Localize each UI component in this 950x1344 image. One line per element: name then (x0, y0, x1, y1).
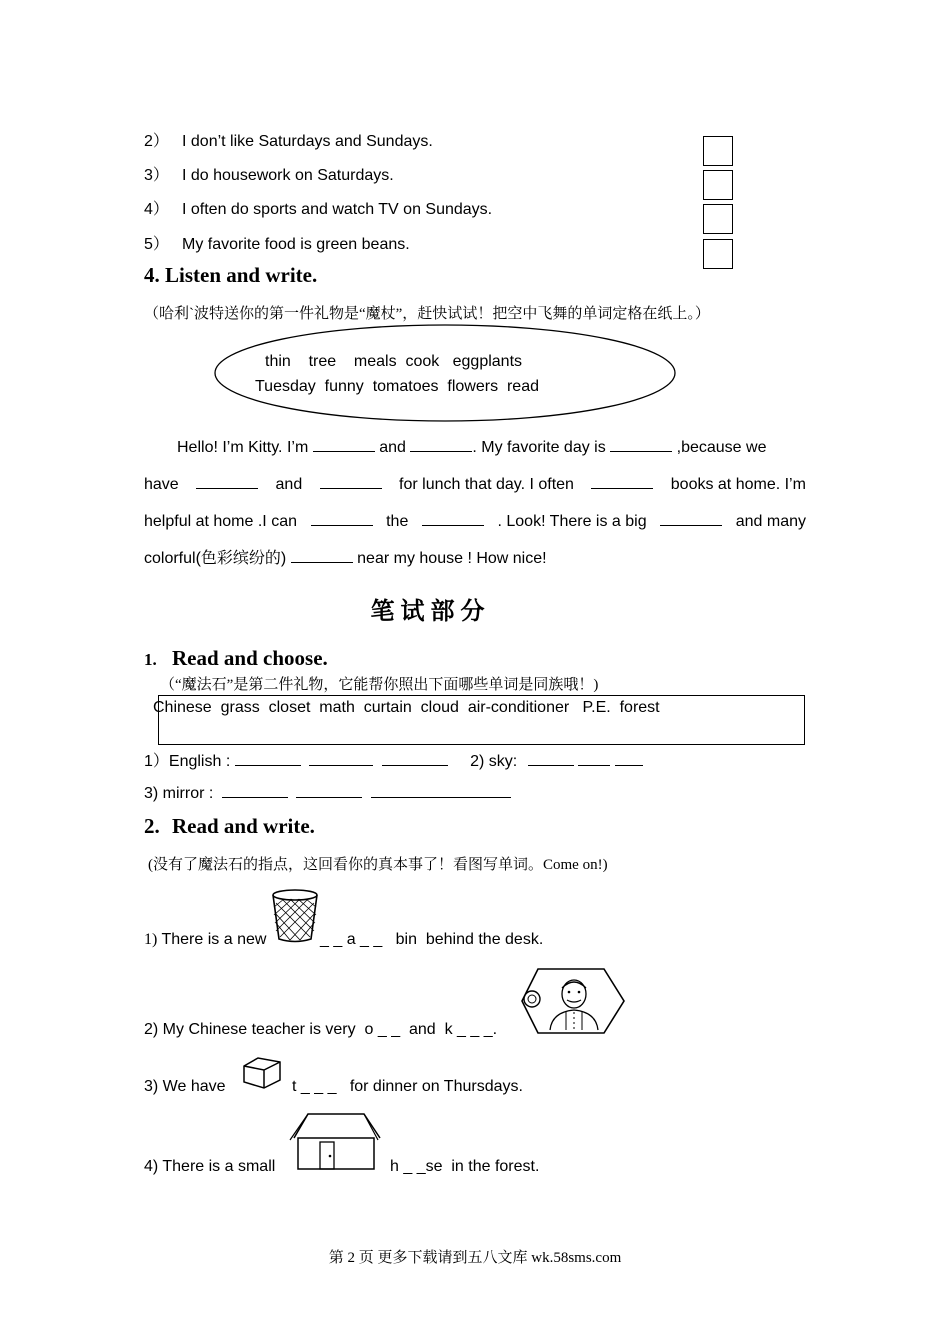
page-footer: 第 2 页 更多下载请到五八文库 wk.58sms.com (328, 1250, 622, 1266)
blank[interactable] (309, 751, 373, 766)
section-note: （哈利`波特送你的第一件礼物是“魔杖”，赶快试试！把空中飞舞的单词定格在纸上。） (144, 306, 710, 322)
blank[interactable] (528, 751, 574, 766)
paragraph-text: colorful(色彩缤纷的) (144, 550, 287, 567)
blank[interactable] (371, 783, 511, 798)
paragraph-text: and (379, 439, 406, 456)
listen-item-4 (144, 196, 492, 219)
paragraph-line (144, 540, 806, 577)
blank[interactable] (615, 751, 643, 766)
paragraph-text: have (144, 476, 179, 493)
blank[interactable] (422, 511, 484, 526)
blank[interactable] (291, 548, 353, 563)
picture-sentence (144, 931, 266, 949)
answer-box[interactable] (703, 204, 733, 234)
section-title-text: Read and choose. (172, 646, 328, 670)
blank[interactable] (660, 511, 722, 526)
picture-sentence: 4) There is a small (144, 1158, 276, 1175)
section-title: 4. Listen and write. (144, 263, 318, 287)
paragraph-text: . My favorite day is (472, 439, 606, 456)
blank[interactable] (320, 474, 382, 489)
blank[interactable] (610, 437, 672, 452)
item-number: 5） (144, 236, 169, 253)
blank[interactable] (410, 437, 472, 452)
paragraph-line (144, 429, 806, 466)
section-title (144, 814, 315, 839)
blank[interactable] (382, 751, 448, 766)
listen-item-2 (144, 128, 433, 151)
blank[interactable] (313, 437, 375, 452)
paragraph-text: near my house ! How nice! (357, 550, 547, 567)
section-title-text: Read and write. (172, 814, 315, 838)
item-text: My favorite food is green beans. (182, 236, 410, 253)
blank[interactable] (578, 751, 610, 766)
paragraph-text: for lunch that day. I often (399, 476, 574, 493)
picture-sentence: 2) My Chinese teacher is very o _ _ and k _ _ _. (144, 1021, 498, 1038)
blank[interactable] (296, 783, 362, 798)
picture-sentence: 3) We have (144, 1078, 226, 1095)
word-cloud-ellipse (212, 322, 678, 424)
question-label: 1）English : (144, 753, 231, 770)
blank[interactable] (235, 751, 301, 766)
blank[interactable] (196, 474, 258, 489)
question-label: 3) mirror : (144, 785, 214, 802)
item-text: I often do sports and watch TV on Sundays. (182, 201, 493, 218)
section-note: （“魔法石”是第二件礼物，它能帮你照出下面哪些单词是同族哦！) (160, 677, 599, 693)
question-row (144, 783, 511, 803)
word-cloud-line: Tuesday funny tomatoes flowers read (255, 378, 539, 395)
answer-box[interactable] (703, 239, 733, 269)
sentence-text: t _ _ _ for dinner on Thursdays. (292, 1078, 523, 1095)
sentence-text: _ _ a _ _ bin behind the desk. (320, 931, 544, 948)
paragraph-text: and many (735, 513, 806, 530)
paragraph-text: and (275, 476, 303, 493)
paragraph-text: books at home. I’m (670, 476, 806, 493)
paragraph-line (144, 503, 806, 540)
section-number: 1. (144, 650, 157, 669)
paragraph-text: . Look! There is a big (497, 513, 647, 530)
blank[interactable] (311, 511, 373, 526)
fill-in-paragraph (144, 429, 806, 577)
house-icon (288, 1110, 384, 1172)
listen-item-5 (144, 231, 410, 254)
question-label: 2) sky: (470, 753, 518, 770)
tofu-cube-icon (240, 1052, 284, 1092)
item-text: I don’t like Saturdays and Sundays. (182, 133, 433, 150)
word-bank: Chinese grass closet math curtain cloud air-conditioner P.E. forest (153, 699, 660, 716)
blank[interactable] (591, 474, 653, 489)
section-number: 2. (144, 814, 160, 838)
blank[interactable] (222, 783, 288, 798)
paragraph-text: the (386, 513, 409, 530)
item-number: 2） (144, 133, 169, 150)
sentence-text: h _ _se in the forest. (390, 1158, 540, 1175)
answer-box[interactable] (703, 170, 733, 200)
item-number: 3） (144, 167, 169, 184)
section-note: (没有了魔法石的指点，这回看你的真本事了！看图写单词。Come on!) (148, 857, 608, 873)
item-text: I do housework on Saturdays. (182, 167, 394, 184)
word-cloud-line: thin tree meals cook eggplants (265, 353, 523, 370)
paragraph-text: helpful at home .I can (144, 513, 297, 530)
item-number: 4） (144, 201, 169, 218)
answer-box[interactable] (703, 136, 733, 166)
wastebasket-icon (270, 889, 320, 945)
paragraph-text: ,because we (676, 439, 767, 456)
sentence-number: 1) (144, 931, 158, 948)
question-row (144, 748, 643, 771)
sentence-text: There is a new (161, 931, 267, 948)
listen-item-3 (144, 162, 394, 185)
written-part-title: 笔 试 部 分 (370, 599, 485, 625)
teacher-portrait-icon (520, 966, 626, 1036)
section-title (144, 646, 328, 671)
paragraph-text: Hello! I’m Kitty. I’m (177, 439, 309, 456)
paragraph-line (144, 466, 806, 503)
